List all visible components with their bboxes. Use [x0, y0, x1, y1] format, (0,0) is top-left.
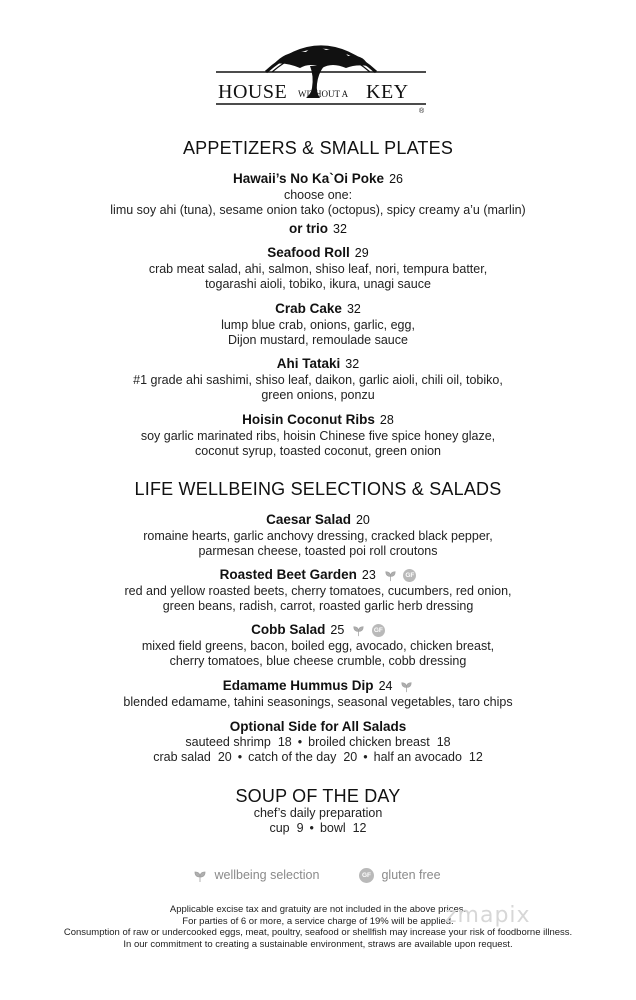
item-description: togarashi aioli, tobiko, ikura, unagi sauce	[205, 277, 431, 291]
menu-item-optional-sides	[0, 718, 636, 765]
legend-wellbeing	[193, 868, 319, 883]
footer-line: In our commitment to creating a sustainable environment, straws are available upon request.	[123, 938, 513, 950]
item-description: choose one:	[283, 188, 353, 202]
logo-text-key: KEY	[366, 81, 409, 103]
soup-price: 9	[296, 821, 304, 835]
item-price: 20	[355, 513, 370, 527]
soup-price: 12	[352, 821, 367, 835]
watermark: zmapix	[445, 903, 531, 928]
menu-item-crab-cake	[0, 300, 636, 348]
logo-registered-mark: ®	[419, 108, 425, 114]
item-price: 28	[379, 413, 394, 427]
soup-size: bowl	[319, 821, 346, 835]
item-description: Dijon mustard, remoulade sauce	[228, 333, 408, 347]
legend-gluten-free-label: gluten free	[381, 868, 441, 882]
item-name: Roasted Beet Garden	[219, 567, 357, 582]
side-price: 20	[343, 750, 358, 764]
item-name: Seafood Roll	[267, 245, 350, 260]
item-name: Edamame Hummus Dip	[222, 678, 374, 693]
gluten-free-icon: GF	[359, 868, 374, 883]
item-price: 25	[330, 623, 345, 637]
wellbeing-leaf-icon	[352, 624, 365, 637]
soup-sizes: cup 9 • bowl 12	[269, 821, 367, 835]
menu-item-seafood-roll	[0, 244, 636, 292]
section-title-appetizers: APPETIZERS & SMALL PLATES	[182, 138, 454, 158]
item-name: Cobb Salad	[251, 622, 326, 637]
footer-line: For parties of 6 or more, a service charge of 19% will be applied.	[182, 915, 454, 927]
item-name: or trio	[289, 221, 329, 236]
item-price: 32	[333, 222, 347, 236]
item-description: blended edamame, tahini seasonings, seasonal vegetables, taro chips	[123, 695, 513, 709]
menu-item-hoisin-ribs	[0, 411, 636, 459]
item-name: Caesar Salad	[266, 512, 351, 527]
side-price: 20	[217, 750, 232, 764]
menu-item-ahi-tataki	[0, 355, 636, 403]
menu-item-cobb-salad	[0, 621, 636, 669]
item-description: cherry tomatoes, blue cheese crumble, cobb dressing	[169, 654, 467, 668]
menu-item-roasted-beet-garden	[0, 566, 636, 614]
menu-item-poke	[0, 170, 636, 238]
side-price: 18	[436, 735, 451, 749]
item-description: coconut syrup, toasted coconut, green onion	[195, 444, 441, 458]
item-price: 24	[378, 679, 393, 693]
item-description: limu soy ahi (tuna), sesame onion tako (octopus), spicy creamy a’u (marlin)	[110, 203, 526, 217]
side-options-row-1: sauteed shrimp 18 • broiled chicken breast 18	[185, 735, 451, 749]
item-description: red and yellow roasted beets, cherry tomatoes, cucumbers, red onion,	[124, 584, 512, 598]
side-options-row-2: crab salad 20 • catch of the day 20 • half an avocado 12	[153, 750, 483, 764]
logo-text-without-a: WITHOUT A	[298, 89, 349, 99]
item-description: lump blue crab, onions, garlic, egg,	[221, 318, 415, 332]
item-price: 32	[346, 302, 361, 316]
item-price: 32	[345, 357, 360, 371]
item-description: parmesan cheese, toasted poi roll croutons	[198, 544, 438, 558]
gluten-free-icon: GF	[372, 624, 385, 637]
menu-item-soup	[0, 806, 636, 836]
item-name: Hawaii’s No Ka`Oi Poke	[233, 171, 385, 186]
side-price: 12	[468, 750, 483, 764]
legend-wellbeing-label: wellbeing selection	[214, 868, 320, 882]
legend-gluten-free	[356, 868, 441, 883]
side-name: half an avocado	[373, 750, 462, 764]
item-name: Optional Side for All Salads	[229, 719, 407, 734]
section-title-salads: LIFE WELLBEING SELECTIONS & SALADS	[134, 479, 502, 499]
footer-notes	[0, 904, 636, 950]
item-description: #1 grade ahi sashimi, shiso leaf, daikon, garlic aioli, chili oil, tobiko,	[133, 373, 503, 387]
item-name: Hoisin Coconut Ribs	[242, 412, 375, 427]
item-name: Ahi Tataki	[276, 356, 341, 371]
item-price: 29	[354, 246, 369, 260]
item-description: romaine hearts, garlic anchovy dressing, cracked black pepper,	[143, 529, 493, 543]
logo-text-house: HOUSE	[218, 81, 288, 103]
side-name: crab salad	[153, 750, 211, 764]
item-price: 23	[361, 568, 376, 582]
item-description: crab meat salad, ahi, salmon, shiso leaf, nori, tempura batter,	[148, 262, 488, 276]
side-name: sauteed shrimp	[185, 735, 271, 749]
gluten-free-icon: GF	[403, 569, 416, 582]
footer-line: Consumption of raw or undercooked eggs, meat, poultry, seafood or shellfish may increase your risk of foodborne illness.	[63, 927, 573, 938]
item-description: mixed field greens, bacon, boiled egg, avocado, chicken breast,	[141, 639, 495, 653]
menu-item-edamame-hummus-dip	[0, 677, 636, 710]
house-without-a-key-logo	[214, 36, 428, 114]
wellbeing-leaf-icon	[400, 680, 413, 693]
wellbeing-leaf-icon	[384, 569, 397, 582]
footer-line: Applicable excise tax and gratuity are not included in the above prices.	[169, 904, 467, 915]
item-name: Crab Cake	[275, 301, 342, 316]
side-name: broiled chicken breast	[308, 735, 430, 749]
side-price: 18	[277, 735, 292, 749]
item-description: green beans, radish, carrot, roasted garlic herb dressing	[162, 599, 474, 613]
item-description: soy garlic marinated ribs, hoisin Chinese five spice honey glaze,	[140, 429, 496, 443]
side-name: catch of the day	[248, 750, 337, 764]
item-description: green onions, ponzu	[261, 388, 375, 402]
menu-item-caesar-salad	[0, 511, 636, 559]
item-price: 26	[389, 172, 403, 186]
section-title-soup: SOUP OF THE DAY	[235, 786, 401, 806]
item-description: chef’s daily preparation	[253, 806, 383, 820]
wellbeing-leaf-icon	[193, 869, 207, 883]
soup-size: cup	[269, 821, 290, 835]
